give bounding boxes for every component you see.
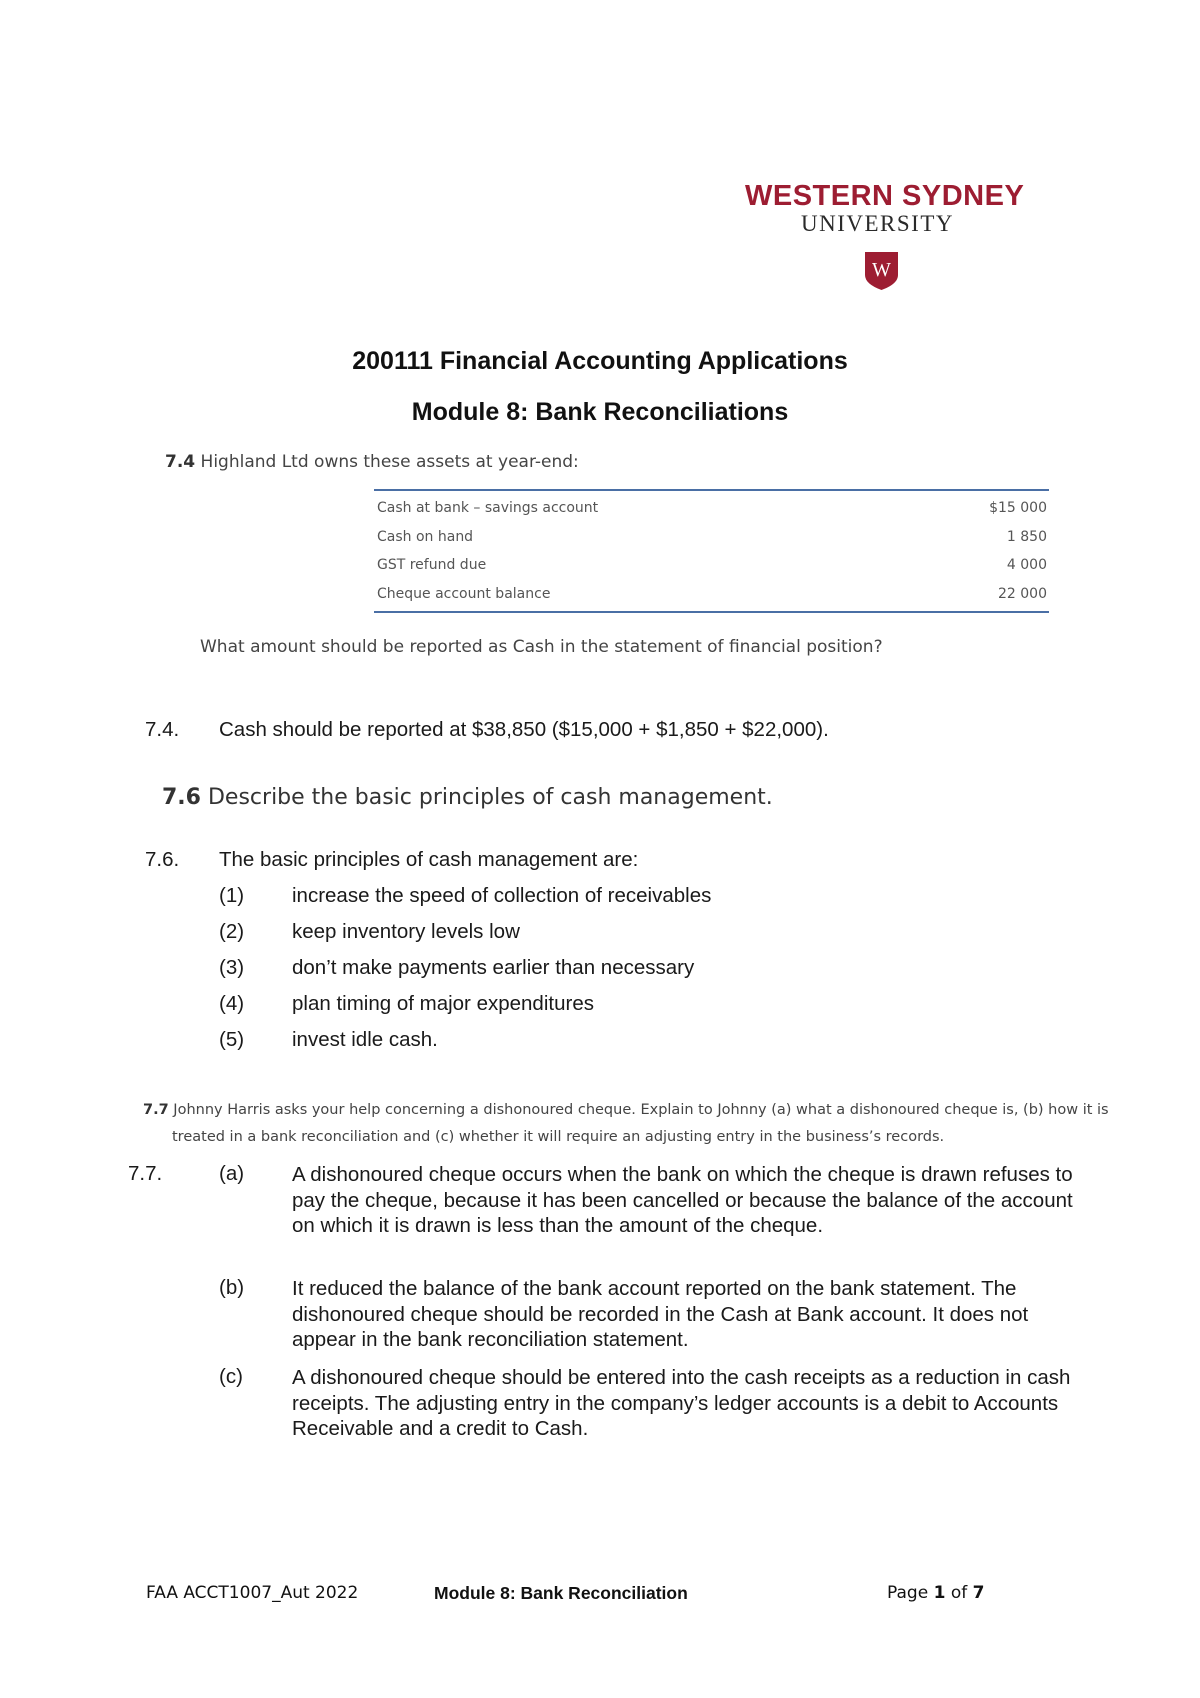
answer-number: 7.6. <box>145 848 180 871</box>
question-7-7 <box>143 1102 1109 1118</box>
list-item: plan timing of major expenditures <box>292 992 594 1015</box>
question-7-4 <box>165 452 579 472</box>
list-item-label: (4) <box>219 992 245 1015</box>
table-row <box>374 580 1049 609</box>
list-item-label: (2) <box>219 920 245 943</box>
page-total: 7 <box>972 1583 985 1603</box>
asset-value: 22 000 <box>998 585 1047 602</box>
asset-label: Cheque account balance <box>377 585 551 602</box>
answer-number: 7.7. <box>128 1162 163 1185</box>
list-item: keep inventory levels low <box>292 920 520 943</box>
page-prefix: Page <box>887 1583 929 1603</box>
table-row <box>374 494 1049 523</box>
list-item-label: (5) <box>219 1028 245 1051</box>
page-title: 200111 Financial Accounting Applications <box>352 347 848 375</box>
asset-label: Cash at bank – savings account <box>377 500 599 516</box>
asset-label: Cash on hand <box>377 528 474 545</box>
page-subtitle: Module 8: Bank Reconciliations <box>411 398 789 426</box>
part-label: (b) <box>219 1276 245 1299</box>
question-number: 7.6 <box>162 785 201 810</box>
question-text-line2: treated in a bank reconciliation and (c) whether it will require an adjusting entry in the business’s records. <box>172 1129 945 1145</box>
logo-wordmark-line2: UNIVERSITY <box>801 211 954 236</box>
answer-7-4: Cash should be reported at $38,850 ($15,000 + $1,850 + $22,000). <box>219 718 829 741</box>
question-number: 7.7 <box>143 1102 169 1118</box>
list-item: increase the speed of collection of receivables <box>292 884 712 907</box>
footer-module-title: Module 8: Bank Reconciliation <box>434 1583 688 1603</box>
asset-value: $15 000 <box>989 500 1047 516</box>
footer-course-code: FAA ACCT1007_Aut 2022 <box>146 1583 359 1603</box>
question-7-6 <box>162 785 773 810</box>
page-of: of <box>950 1583 968 1603</box>
asset-value: 4 000 <box>1006 557 1047 573</box>
asset-table <box>374 489 1049 613</box>
question-7-4-prompt: What amount should be reported as Cash in the statement of financial position? <box>200 637 883 657</box>
table-row <box>374 551 1049 580</box>
answer-7-6-intro: The basic principles of cash management are: <box>219 848 639 871</box>
shield-letter: W <box>872 259 891 281</box>
answer-part-b: It reduced the balance of the bank account reported on the bank statement. The dishonoured cheque should be recorded in the Cash at Bank account. It does not appear in the bank reconciliation statement. <box>292 1277 1029 1351</box>
answer-part-c: A dishonoured cheque should be entered into the cash receipts as a reduction in cash receipts. The adjusting entry in the company’s ledger accounts is a debit to Accounts Receivable and a credit to Cash. <box>292 1366 1071 1440</box>
part-label: (a) <box>219 1162 245 1185</box>
question-text: Highland Ltd owns these assets at year-end: <box>200 452 579 472</box>
asset-label: GST refund due <box>377 557 487 573</box>
list-item-label: (1) <box>219 884 245 907</box>
answer-number: 7.4. <box>145 718 180 741</box>
question-number: 7.4 <box>165 452 196 472</box>
list-item: don’t make payments earlier than necessary <box>292 956 695 979</box>
list-item-label: (3) <box>219 956 245 979</box>
question-text-line1: Johnny Harris asks your help concerning a dishonoured cheque. Explain to Johnny (a) what a dishonoured cheque is, (b) how it is <box>173 1102 1109 1118</box>
table-row <box>374 523 1049 552</box>
asset-value: 1 850 <box>1006 528 1047 545</box>
footer-page-number <box>887 1583 984 1603</box>
part-label: (c) <box>219 1365 243 1388</box>
answer-part-a: A dishonoured cheque occurs when the bank on which the cheque is drawn refuses to pay the cheque, because it has been cancelled or because the balance of the account on which it is drawn is less than the amount of the cheque. <box>292 1163 1073 1237</box>
list-item: invest idle cash. <box>292 1028 438 1051</box>
logo-wordmark-line1: WESTERN SYDNEY <box>745 180 1025 212</box>
page-current: 1 <box>933 1583 946 1603</box>
question-text: Describe the basic principles of cash management. <box>207 785 773 810</box>
university-shield-icon <box>864 251 899 291</box>
